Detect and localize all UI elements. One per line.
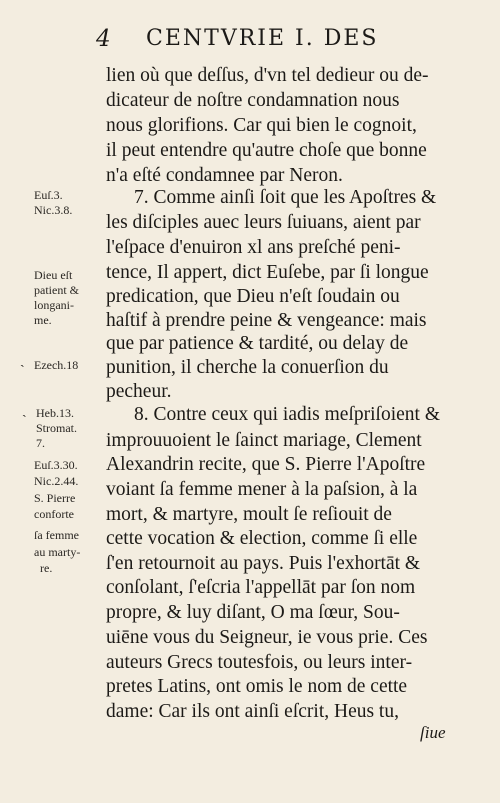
text-line: il peut entendre qu'autre choſe que bonne [106, 140, 427, 161]
margin-marker-icon: ˎ [22, 402, 27, 418]
margin-note: Ezech.18 [34, 358, 79, 372]
margin-note: Nic.3.8. [34, 203, 73, 217]
text-line: que par patience & tardité, ou delay de [106, 333, 409, 354]
margin-note: patient & [34, 283, 79, 297]
text-line: Alexandrin recite, que S. Pierre l'Apoſtre [106, 454, 426, 475]
text-line: tence, Il appert, dict Euſebe, par ſi longue [106, 262, 429, 283]
text-line: nous glorifions. Car qui bien le cognoit, [106, 115, 417, 136]
text-line: lien où que deſſus, d'vn tel dedieur ou de- [106, 65, 429, 86]
text-line: ſ'en retournoit au pays. Puis l'exhortāt & [106, 553, 421, 574]
margin-note: Dieu eſt [34, 268, 73, 282]
text-line: 8. Contre ceux qui iadis meſpriſoient & [134, 404, 440, 425]
margin-note: Heb.13. [36, 406, 74, 420]
margin-note: Euſ.3.30. [34, 458, 78, 472]
margin-note: me. [34, 313, 52, 327]
text-line: l'eſpace d'enuiron xl ans preſché peni- [106, 237, 401, 258]
text-line: n'a eſté condamnee par Neron. [106, 165, 343, 186]
text-line: voiant ſa femme mener à la paſsion, à la [106, 479, 418, 500]
text-line: haſtif à prendre peine & vengeance: mais [106, 310, 427, 331]
margin-note: re. [40, 561, 53, 575]
text-line: dicateur de noſtre condamnation nous [106, 90, 400, 111]
text-line: improuuoient le ſainct mariage, Clement [106, 430, 422, 451]
margin-note: longani- [34, 298, 74, 312]
text-line: les diſciples auec leurs ſuiuans, aient par [106, 212, 421, 233]
text-line: conſolant, ſ'eſcria l'appellāt par ſon nom [106, 577, 416, 598]
text-line: auteurs Grecs toutesfois, ou leurs inter- [106, 652, 413, 673]
text-line: propre, & luy diſant, O ma ſœur, Sou- [106, 602, 400, 623]
text-line: 7. Comme ainſi ſoit que les Apoſtres & [134, 187, 437, 208]
text-line: pecheur. [106, 381, 172, 402]
margin-note: au marty- [34, 545, 81, 559]
margin-note: Euſ.3. [34, 188, 63, 202]
running-title: CENTVRIE I. DES [146, 26, 379, 51]
margin-note: S. Pierre [34, 491, 76, 505]
margin-note: Nic.2.44. [34, 474, 79, 488]
text-line: uiēne vous du Seigneur, ie vous prie. Ces [106, 627, 428, 648]
text-line: predication, que Dieu n'eſt ſoudain ou [106, 286, 400, 307]
margin-note: Stromat. [36, 421, 77, 435]
margin-note: 7. [36, 436, 45, 450]
catchword: ſiue [420, 723, 446, 742]
text-line: mort, & martyre, moult ſe reſiouit de [106, 504, 392, 525]
text-line: punition, il cherche la conuerſion du [106, 357, 389, 378]
page-number: 4 [96, 26, 111, 52]
text-line: pretes Latins, ont omis le nom de cette [106, 676, 408, 697]
text-line: cette vocation & election, comme ſi elle [106, 528, 418, 549]
margin-marker-icon: ˎ [20, 352, 25, 368]
margin-note: ſa femme [34, 528, 79, 542]
margin-note: conforte [34, 507, 74, 521]
page-header [0, 26, 500, 56]
text-line: dame: Car ils ont ainſi eſcrit, Heus tu, [106, 701, 399, 722]
